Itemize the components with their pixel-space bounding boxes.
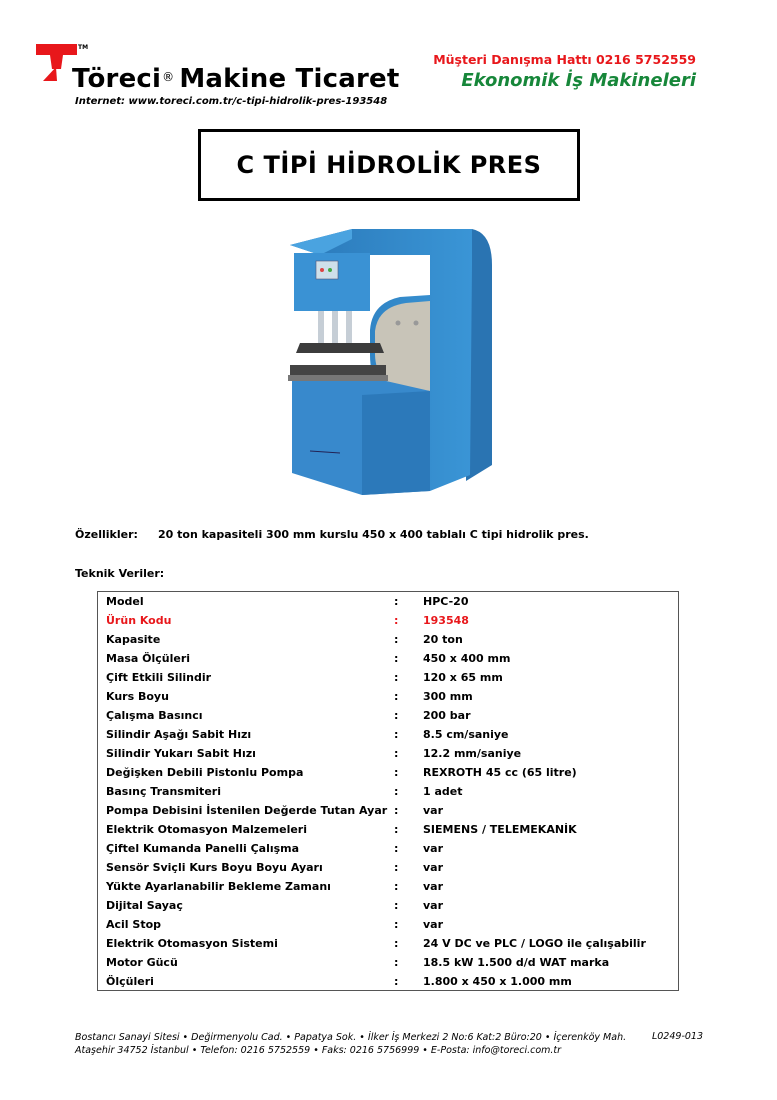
spec-key: Ölçüleri [106, 975, 154, 988]
spec-colon: : [394, 633, 399, 646]
customer-hotline: Müşteri Danışma Hattı 0216 5752559 [433, 52, 696, 67]
spec-value: 193548 [423, 614, 469, 627]
spec-colon: : [394, 899, 399, 912]
spec-colon: : [394, 766, 399, 779]
spec-key: Silindir Yukarı Sabit Hızı [106, 747, 256, 760]
spec-colon: : [394, 671, 399, 684]
spec-row-up-speed [98, 744, 678, 763]
spec-row-emergency-stop [98, 915, 678, 934]
spec-colon: : [394, 785, 399, 798]
spec-key: Sensör Sviçli Kurs Boyu Boyu Ayarı [106, 861, 323, 874]
spec-colon: : [394, 614, 399, 627]
spec-key: Masa Ölçüleri [106, 652, 191, 665]
spec-key: Elektrik Otomasyon Malzemeleri [106, 823, 307, 836]
spec-value: 24 V DC ve PLC / LOGO ile çalışabilir [423, 937, 646, 950]
spec-key: Basınç Transmiteri [106, 785, 221, 798]
spec-value: var [423, 918, 444, 931]
spec-key: Çiftel Kumanda Panelli Çalışma [106, 842, 300, 855]
website-url[interactable]: Internet: www.toreci.com.tr/c-tipi-hidrolik-pres-193548 [75, 96, 388, 107]
spec-value: SIEMENS / TELEMEKANİK [423, 823, 577, 836]
spec-value: 300 mm [423, 690, 473, 703]
spec-row-down-speed [98, 725, 678, 744]
hydraulic-press-image [280, 215, 500, 495]
spec-value: 18.5 kW 1.500 d/d WAT marka [423, 956, 610, 969]
spec-row-pump [98, 763, 678, 782]
spec-value: var [423, 880, 444, 893]
spec-colon: : [394, 823, 399, 836]
features-text: 20 ton kapasiteli 300 mm kurslu 450 x 400 tablalı C tipi hidrolik pres. [158, 528, 589, 541]
technical-data-title: Teknik Veriler: [75, 567, 165, 580]
spec-row-stroke [98, 687, 678, 706]
spec-row-dimensions [98, 972, 678, 991]
spec-colon: : [394, 861, 399, 874]
spec-colon: : [394, 595, 399, 608]
spec-colon: : [394, 956, 399, 969]
footer-line-2: Ataşehir 34752 İstanbul • Telefon: 0216 5752559 • Faks: 0216 5756999 • E-Posta: info@toreci.com.tr [75, 1045, 562, 1056]
spec-row-product-code [98, 611, 678, 630]
spec-key: Elektrik Otomasyon Sistemi [106, 937, 278, 950]
spec-key: Pompa Debisini İstenilen Değerde Tutan Ayar [106, 804, 388, 817]
footer-address [75, 1031, 626, 1057]
spec-row-capacity [98, 630, 678, 649]
page-title: C TİPİ HİDROLİK PRES [236, 151, 542, 179]
spec-value: 1.800 x 450 x 1.000 mm [423, 975, 572, 988]
spec-colon: : [394, 975, 399, 988]
spec-value: 8.5 cm/saniye [423, 728, 509, 741]
footer-line-1: Bostancı Sanayi Sitesi • Değirmenyolu Cad. • Papatya Sok. • İlker İş Merkezi 2 No:6 Kat:2 Büro:20 • İçerenköy Mah. [75, 1032, 627, 1043]
spec-row-motor-power [98, 953, 678, 972]
spec-key: Çift Etkili Silindir [106, 671, 212, 684]
spec-row-automation-parts [98, 820, 678, 839]
spec-colon: : [394, 747, 399, 760]
spec-value: 450 x 400 mm [423, 652, 511, 665]
spec-row-digital-counter [98, 896, 678, 915]
spec-row-automation-system [98, 934, 678, 953]
spec-row-transmitter [98, 782, 678, 801]
spec-key: Dijital Sayaç [106, 899, 183, 912]
spec-key: Ürün Kodu [106, 614, 172, 627]
spec-value: 20 ton [423, 633, 463, 646]
spec-value: 120 x 65 mm [423, 671, 503, 684]
document-code: L0249-013 [651, 1031, 703, 1042]
spec-key: Motor Gücü [106, 956, 178, 969]
spec-row-table-size [98, 649, 678, 668]
trademark-mark: TM [78, 44, 89, 51]
spec-value: var [423, 899, 444, 912]
spec-row-pressure [98, 706, 678, 725]
spec-key: Silindir Aşağı Sabit Hızı [106, 728, 252, 741]
spec-value: HPC-20 [423, 595, 469, 608]
spec-value: var [423, 861, 444, 874]
spec-row-cylinder [98, 668, 678, 687]
features-label: Özellikler: [75, 528, 138, 541]
spec-value: 200 bar [423, 709, 471, 722]
spec-row-flow-adjust [98, 801, 678, 820]
spec-colon: : [394, 880, 399, 893]
spec-row-model [98, 592, 678, 611]
spec-value: var [423, 804, 444, 817]
spec-colon: : [394, 937, 399, 950]
spec-key: Model [106, 595, 144, 608]
spec-key: Değişken Debili Pistonlu Pompa [106, 766, 304, 779]
spec-key: Çalışma Basıncı [106, 709, 203, 722]
spec-colon: : [394, 690, 399, 703]
spec-row-dwell-time [98, 877, 678, 896]
spec-colon: : [394, 842, 399, 855]
spec-colon: : [394, 804, 399, 817]
spec-colon: : [394, 918, 399, 931]
spec-key: Yükte Ayarlanabilir Bekleme Zamanı [106, 880, 331, 893]
spec-table [97, 591, 679, 991]
spec-colon: : [394, 728, 399, 741]
spec-key: Kurs Boyu [106, 690, 169, 703]
spec-value: 1 adet [423, 785, 463, 798]
spec-colon: : [394, 652, 399, 665]
spec-value: REXROTH 45 cc (65 litre) [423, 766, 577, 779]
spec-key: Kapasite [106, 633, 161, 646]
tagline: Ekonomik İş Makineleri [461, 70, 696, 91]
spec-colon: : [394, 709, 399, 722]
title-box [198, 129, 580, 201]
spec-value: var [423, 842, 444, 855]
spec-row-sensor-stroke [98, 858, 678, 877]
spec-key: Acil Stop [106, 918, 162, 931]
brand-name: Töreci® Makine Ticaret [72, 64, 400, 94]
spec-value: 12.2 mm/saniye [423, 747, 522, 760]
spec-row-dual-panel [98, 839, 678, 858]
